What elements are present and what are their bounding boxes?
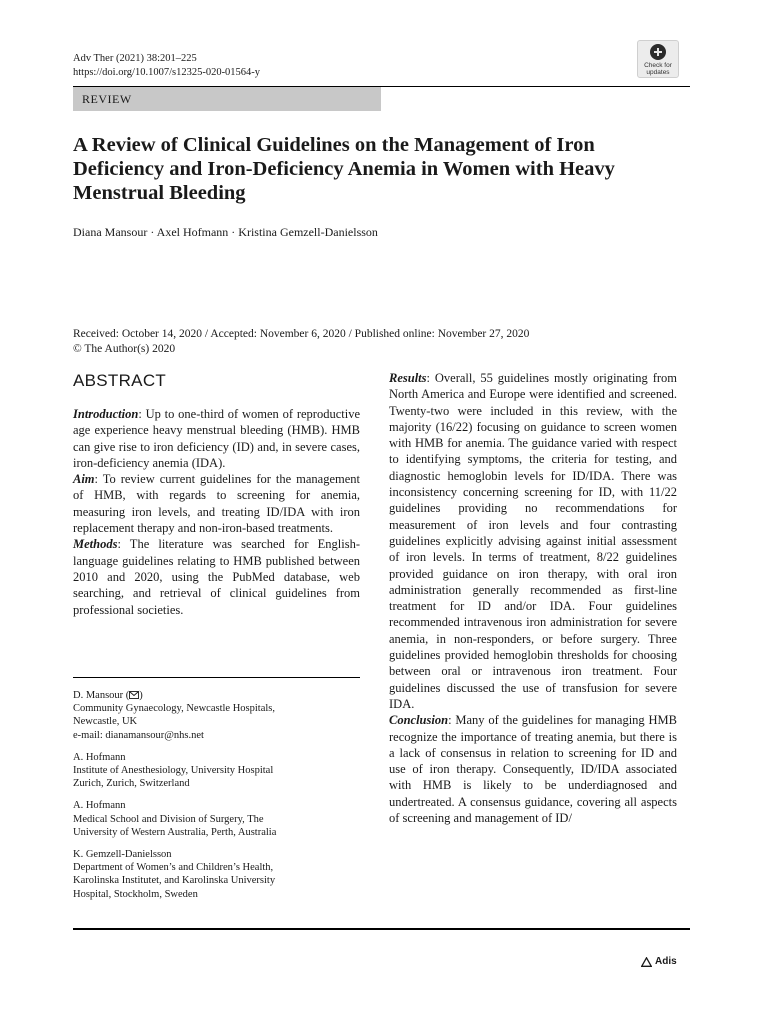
abstract-results [389,370,677,712]
affiliation-name: A. Hofmann [73,800,126,812]
publisher-name: Adis [655,956,677,967]
affiliation-line: Institute of Anesthesiology, University Hospital [73,765,274,777]
abstract-methods [73,536,360,617]
aim-text: : To review current guidelines for the management of HMB, with regards to screening for anemia, measuring iron levels, and treating ID/IDA with iron replacement therapy and non-iron-based treatments. [73,472,360,536]
conclusion-label: Conclusion [389,713,449,728]
publisher-logo [641,956,677,967]
abstract-column-left [73,406,360,618]
affiliation-block: D. Mansour ( ) Community Gynaecology, Newcastle Hospitals, Newcastle, UK e-mail: dianamansour@nhs.net [73,689,360,742]
affiliation-line: Medical School and Division of Surgery, The [73,813,264,825]
affiliation-block [73,848,360,901]
introduction-text: : Up to one-third of women of reproductive age experience heavy menstrual bleeding (HMB). HMB can give rise to iron deficiency (ID) and, in severe cases, iron-deficiency anemia (IDA). [73,407,360,470]
article-title: A Review of Clinical Guidelines on the Management of Iron Deficiency and Iron-Deficiency Anemia in Women with Heavy Menstrual Bleeding [73,134,615,204]
affiliation-block [73,799,360,839]
methods-text: : The literature was searched for English-language guidelines relating to HMB published between 2010 and 2020, using the PubMed database, web searching, and retrieval of clinical guidelines from professional societies. [73,537,360,617]
abstract-aim [73,471,360,536]
check-for-updates-badge[interactable] [637,40,679,78]
affiliation-rule [73,677,360,678]
envelope-icon [129,691,139,699]
journal-info [73,52,260,80]
introduction-label: Introduction [73,407,139,421]
check-updates-label: Check for updates [644,62,672,76]
footer-rule [73,928,690,930]
affiliations [73,689,360,910]
triangle-logo-icon [641,957,652,967]
affiliation-line: Newcastle, UK [73,716,138,728]
affiliation-line: Hospital, Stockholm, Sweden [73,888,198,900]
results-text: : Overall, 55 guidelines mostly originating from North America and Europe were identified and screened. Twenty-two were included in this review, with the majority (16/22) focusing on guidance to screen women with HMB for anemia. The guidance varied with respect to identifying symptoms, the criteria for testing, and diagnostic hemoglobin levels for ID/IDA. There was inconsistency concerning screening for ID, with 11/22 guidelines providing no recommendations for measurement of iron levels and four contrasting guidelines explicitly advising against initial assessment of iron levels. In terms of treatment, 8/22 guidelines provided guidance on iron therapy, with oral iron administration generally recommended as first-line treatment for ID and/or IDA. Four guidelines recommended intravenous iron administration for severe anemia, in non-responders, or before surgery. Three guidelines provided hemoglobin thresholds for choosing between oral or intravenous iron treatment. Four guidelines discussed the use of transfusion for severe IDA. [389,371,677,711]
affiliation-name: K. Gemzell-Danielsson [73,849,172,861]
abstract-introduction [73,406,360,471]
affiliation-line: Community Gynaecology, Newcastle Hospitals, [73,703,275,715]
conclusion-text: : Many of the guidelines for managing HMB recognize the importance of treating anemia, but there is a lack of consensus in relation to screening for ID and use of iron therapy. Consequently, ID/IDA associated with HMB is likely to be underdiagnosed and undertreated. A consensus guidance, covering all aspects of screening and management of ID/ [389,713,677,826]
crossmark-icon [650,44,666,60]
affiliation-line: Karolinska Institutet, and Karolinska University [73,875,276,887]
affiliation-name: D. Mansour [73,690,124,701]
date-history: Received: October 14, 2020 / Accepted: November 6, 2020 / Published online: November 27, 2020 [73,328,530,340]
abstract-conclusion [389,712,677,826]
publication-dates [73,327,529,357]
author-list: Diana Mansour · Axel Hofmann · Kristina Gemzell-Danielsson [73,225,378,239]
journal-citation: Adv Ther (2021) 38:201–225 [73,53,197,64]
affiliation-line: Department of Women’s and Children’s Health, [73,862,274,874]
affiliation-line: Zurich, Zurich, Switzerland [73,778,190,790]
copyright-line: © The Author(s) 2020 [73,343,176,355]
abstract-heading: ABSTRACT [73,371,167,390]
doi-link[interactable]: https://doi.org/10.1007/s12325-020-01564-y [73,67,261,78]
article-type-banner: REVIEW [73,87,381,111]
abstract-column-right [389,370,677,826]
results-label: Results [389,371,427,385]
affiliation-block [73,751,360,791]
methods-label: Methods [73,537,118,552]
affiliation-name: A. Hofmann [73,751,126,763]
affiliation-line: University of Western Australia, Perth, Australia [73,826,277,838]
affiliation-email[interactable]: e-mail: dianamansour@nhs.net [73,729,204,741]
aim-label: Aim [73,472,95,487]
